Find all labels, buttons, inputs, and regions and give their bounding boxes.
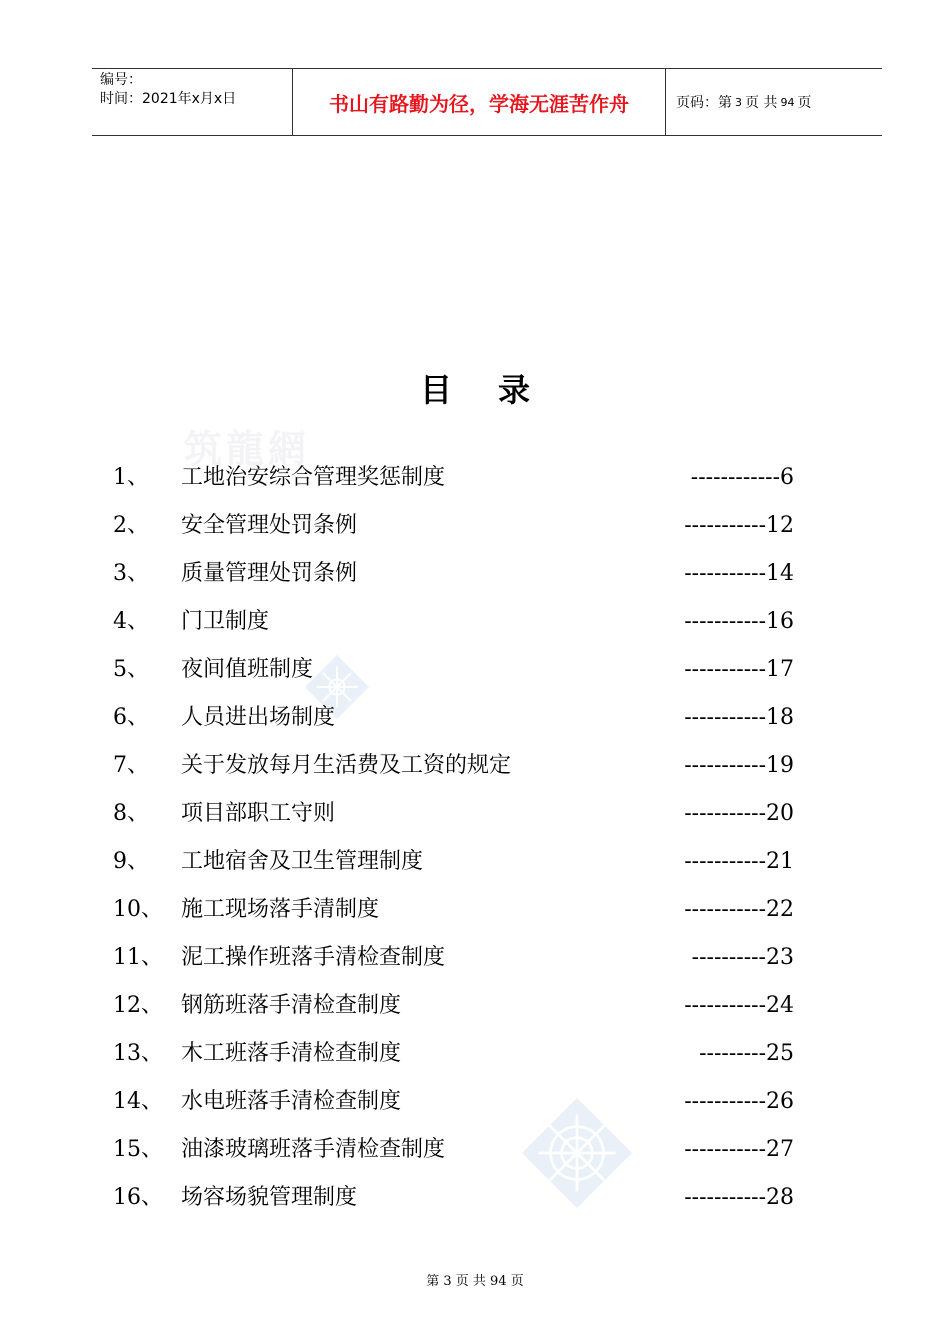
toc-item-title: 关于发放每月生活费及工资的规定 — [181, 753, 512, 778]
header-meta — [92, 69, 293, 135]
toc-item-title: 木工班落手清检查制度 — [181, 1041, 402, 1066]
toc-item-number: 10、 — [113, 897, 163, 922]
toc-item-page: -----------21 — [684, 849, 794, 874]
toc-item — [0, 1178, 950, 1226]
toc-item — [0, 1034, 950, 1082]
toc-item-title: 安全管理处罚条例 — [181, 513, 358, 538]
toc-item-number: 11、 — [113, 945, 163, 970]
watermark-text: 筑龍網 — [184, 426, 311, 471]
toc-item-page: ------------6 — [690, 465, 794, 490]
toc-item-title: 油漆玻璃班落手清检查制度 — [181, 1137, 446, 1162]
header-page-suffix: 页 — [797, 95, 812, 111]
header-page-info — [666, 69, 882, 135]
toc-item — [0, 602, 950, 650]
header-page-mid: 页 共 — [745, 95, 778, 111]
toc-item-title: 质量管理处罚条例 — [181, 561, 358, 586]
toc-item-title: 门卫制度 — [181, 609, 270, 634]
toc-item — [0, 842, 950, 890]
toc-item — [0, 506, 950, 554]
toc-item — [0, 650, 950, 698]
toc-item — [0, 986, 950, 1034]
toc-item-number: 4、 — [113, 609, 149, 634]
toc-item — [0, 746, 950, 794]
toc-item-page: -----------20 — [684, 801, 794, 826]
toc-item-page: -----------14 — [684, 561, 794, 586]
toc-item — [0, 1130, 950, 1178]
toc-item-title: 人员进出场制度 — [181, 705, 336, 730]
toc-item — [0, 554, 950, 602]
toc-item-page: -----------22 — [684, 897, 794, 922]
toc-item — [0, 458, 950, 506]
toc-item-number: 6、 — [113, 705, 149, 730]
toc-item — [0, 938, 950, 986]
toc-item-number: 16、 — [113, 1185, 163, 1210]
toc-item-page: -----------17 — [684, 657, 794, 682]
toc-item-page: -----------18 — [684, 705, 794, 730]
toc-item — [0, 794, 950, 842]
header-page-prefix: 页码：第 — [676, 95, 732, 111]
toc-item-number: 13、 — [113, 1041, 163, 1066]
toc-item-number: 7、 — [113, 753, 149, 778]
toc-item-number: 3、 — [113, 561, 149, 586]
toc-item-title: 场容场貌管理制度 — [181, 1185, 358, 1210]
toc-item-title: 项目部职工守则 — [181, 801, 336, 826]
toc-item — [0, 1082, 950, 1130]
toc-item-title: 夜间值班制度 — [181, 657, 314, 682]
header-motto: 书山有路勤为径，学海无涯苦作舟 — [293, 69, 666, 135]
toc-item-title: 工地宿舍及卫生管理制度 — [181, 849, 424, 874]
toc-item-number: 5、 — [113, 657, 149, 682]
toc-item-number: 2、 — [113, 513, 149, 538]
toc-item-page: -----------24 — [684, 993, 794, 1018]
toc-item-number: 8、 — [113, 801, 149, 826]
toc-item-page: -----------26 — [684, 1089, 794, 1114]
toc-item — [0, 698, 950, 746]
toc-item-page: -----------28 — [684, 1185, 794, 1210]
header-page-current: 3 — [735, 95, 742, 109]
toc-item-title: 钢筋班落手清检查制度 — [181, 993, 402, 1018]
toc-item-page: ----------23 — [691, 945, 794, 970]
page-header — [92, 68, 882, 136]
toc-item-number: 9、 — [113, 849, 149, 874]
header-number: 编号： — [100, 72, 142, 88]
toc-item-number: 14、 — [113, 1089, 163, 1114]
toc-item — [0, 890, 950, 938]
header-time: 时间：2021年x月x日 — [100, 91, 237, 107]
page-title: 目录 — [419, 371, 576, 409]
toc-item-title: 泥工操作班落手清检查制度 — [181, 945, 446, 970]
toc-item-page: -----------12 — [684, 513, 794, 538]
toc-item-page: -----------16 — [684, 609, 794, 634]
header-page-total: 94 — [780, 95, 795, 109]
toc-item-page: ---------25 — [699, 1041, 794, 1066]
toc-item-page: -----------27 — [684, 1137, 794, 1162]
toc-item-number: 12、 — [113, 993, 163, 1018]
toc-item-number: 1、 — [113, 465, 149, 490]
page-footer: 第 3 页 共 94 页 — [426, 1274, 524, 1289]
toc-item-title: 水电班落手清检查制度 — [181, 1089, 402, 1114]
toc-item-title: 施工现场落手清制度 — [181, 897, 380, 922]
toc-item-page: -----------19 — [684, 753, 794, 778]
toc-item-title: 工地治安综合管理奖惩制度 — [181, 465, 446, 490]
toc-item-number: 15、 — [113, 1137, 163, 1162]
